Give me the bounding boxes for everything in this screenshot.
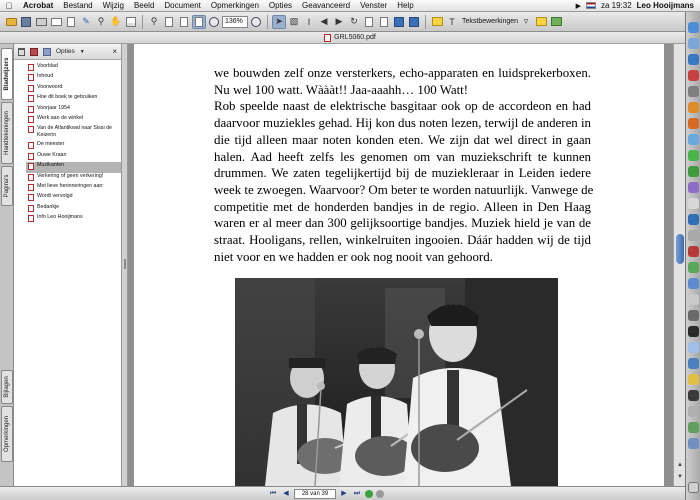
- dock-trash-icon[interactable]: [688, 482, 699, 493]
- bookmark-icon: [28, 116, 34, 123]
- scroll-up-arrow-icon[interactable]: ▲: [677, 462, 683, 468]
- go-forward-icon[interactable]: [376, 490, 384, 498]
- menu-wijzig[interactable]: Wijzig: [102, 1, 124, 10]
- page-icon: [67, 17, 75, 27]
- menu-venster[interactable]: Venster: [360, 1, 388, 10]
- dock-app-icon[interactable]: [688, 182, 699, 193]
- toolbar-divider: [142, 15, 143, 29]
- bookmark-label: Hoe dit boek te gebruiken: [37, 94, 98, 101]
- bookmarks-list: [14, 60, 121, 224]
- dock-app-icon[interactable]: [688, 406, 699, 417]
- panel-status-bar: [0, 486, 128, 500]
- bookmark-icon: [28, 194, 34, 201]
- snapshot-icon: [126, 17, 136, 27]
- continuous-facing-button[interactable]: [407, 15, 421, 29]
- bookmark-icon: [28, 64, 34, 71]
- previous-page-icon[interactable]: ◀: [283, 489, 289, 497]
- bookmarks-options-button[interactable]: Opties: [56, 48, 75, 55]
- open-button[interactable]: [4, 15, 18, 29]
- bookmark-icon: [28, 142, 34, 149]
- fit-width-button[interactable]: [192, 15, 206, 29]
- sign-button[interactable]: ✎: [82, 16, 90, 26]
- organizer-button[interactable]: [64, 15, 78, 29]
- actual-size-button[interactable]: [162, 15, 176, 29]
- search-button[interactable]: ⚲: [97, 16, 105, 26]
- tab-handtekeningen-label: Handtekeningen: [4, 111, 10, 155]
- bookmark-item[interactable]: [26, 115, 121, 125]
- dock-app-icon[interactable]: [688, 342, 699, 353]
- dock-app-icon[interactable]: [688, 134, 699, 145]
- expand-bookmark-icon[interactable]: [43, 48, 51, 56]
- text-edits-button[interactable]: T: [449, 16, 455, 27]
- dock-app-icon[interactable]: [688, 230, 699, 241]
- vertical-scrollbar[interactable]: [673, 44, 685, 486]
- close-icon[interactable]: ×: [112, 47, 117, 56]
- dock-app-icon[interactable]: [688, 310, 699, 321]
- continuous-button[interactable]: [377, 15, 391, 29]
- dock-mail-icon[interactable]: [688, 38, 699, 49]
- scrollbar-thumb[interactable]: [676, 234, 684, 264]
- dock-ical-icon[interactable]: [688, 70, 699, 81]
- bookmark-item-selected[interactable]: [26, 162, 121, 172]
- dock-app-icon[interactable]: [688, 198, 699, 209]
- bookmark-item[interactable]: [26, 214, 121, 224]
- fit-width-icon: [195, 17, 203, 27]
- bookmark-label: Van de Atlantikwal naar Sissi de Keizerin: [37, 125, 112, 139]
- fit-page-button[interactable]: [177, 15, 191, 29]
- email-button[interactable]: [49, 15, 63, 29]
- tab-bijlagen[interactable]: [1, 370, 13, 404]
- text-line: daarvoor muziekles gehad. Hij kon dus noten lezen, terwijl de anderen in: [214, 116, 591, 131]
- bookmark-label: Muzikanten: [37, 162, 65, 169]
- column-select-button[interactable]: ▧: [289, 16, 299, 26]
- bookmark-item[interactable]: [26, 183, 121, 193]
- bookmark-label: Met lieve herinneringen aan:: [37, 182, 104, 189]
- hand-tool-button[interactable]: ✋: [110, 16, 122, 26]
- facing-icon: [394, 17, 404, 27]
- note-tool-button[interactable]: [430, 15, 444, 29]
- menu-beeld[interactable]: Beeld: [133, 1, 155, 10]
- dock-safari-icon[interactable]: [688, 54, 699, 65]
- dock-finder-icon[interactable]: [688, 22, 699, 33]
- volume-icon[interactable]: ▶: [575, 2, 581, 10]
- bookmark-icon: [28, 184, 34, 191]
- zoom-in-button[interactable]: [249, 15, 263, 29]
- previous-view-button[interactable]: ◀: [320, 16, 328, 26]
- pdf-file-icon: [324, 34, 331, 42]
- text-line: drummen. We zaten tegelijkertijd bij de muziekleraar in Leiden iedere: [214, 166, 591, 181]
- first-page-icon[interactable]: ⏮: [269, 489, 277, 497]
- document-title-bar: [0, 32, 700, 44]
- zoom-out-icon: [209, 17, 219, 27]
- tab-handtekeningen[interactable]: [1, 102, 13, 164]
- dock-app-icon[interactable]: [688, 214, 699, 225]
- page-navigation-bar: [128, 486, 685, 500]
- text-line: halen. Aad heeft zelfs les genomen om van muziekschrift te kunnen: [214, 149, 591, 164]
- toolbar-divider: [425, 15, 426, 29]
- dock-app-icon[interactable]: [688, 86, 699, 97]
- menu-app-name[interactable]: Acrobat: [23, 1, 54, 10]
- single-page-icon: [365, 17, 373, 27]
- bookmark-label: Werk aan de winkel: [37, 114, 84, 121]
- bookmark-label: Wordt vervolgd: [37, 193, 73, 200]
- last-page-icon[interactable]: ⏭: [353, 489, 361, 497]
- tab-paginas[interactable]: [1, 166, 13, 206]
- bookmark-item[interactable]: [26, 193, 121, 203]
- text-line: week te zwoegen. Waarvoor? Om beter te worden natuurlijk. Vanwege de: [214, 182, 594, 197]
- bookmark-item[interactable]: [26, 141, 121, 151]
- save-button[interactable]: [19, 15, 33, 29]
- dock-app-icon[interactable]: [688, 438, 699, 449]
- disk-icon: [21, 17, 31, 27]
- bookmark-icon: [28, 215, 34, 222]
- dock-app-icon[interactable]: [688, 326, 699, 337]
- dock-app-icon[interactable]: [688, 150, 699, 161]
- scroll-down-arrow-icon[interactable]: ▼: [677, 474, 683, 480]
- pdf-page[interactable]: [134, 44, 664, 486]
- dock-app-icon[interactable]: [688, 262, 699, 273]
- dock-app-icon[interactable]: [688, 294, 699, 305]
- document-filename: GRL5060.pdf: [334, 34, 376, 41]
- bookmark-icon: [28, 106, 34, 113]
- bookmark-item[interactable]: [26, 94, 121, 104]
- bookmark-icon: [28, 163, 34, 170]
- toolbar-divider: [267, 15, 268, 29]
- dock-app-icon[interactable]: [688, 246, 699, 257]
- bookmarks-toolbar: [14, 44, 121, 60]
- tab-bladwijzers[interactable]: [1, 48, 13, 100]
- text-edits-label[interactable]: Tekstbewerkingen: [462, 18, 519, 25]
- clock[interactable]: za 19:32: [600, 1, 632, 10]
- apple-menu-icon[interactable]: [0, 1, 18, 11]
- tab-bladwijzers-label: Bladwijzers: [4, 57, 10, 91]
- bookmark-icon: [28, 85, 34, 92]
- text-line: Rob speelde naast de elektrische basgitaar ook op de accordeon en had: [214, 99, 591, 114]
- bookmark-icon: [28, 126, 34, 133]
- bookmark-item[interactable]: [26, 125, 121, 141]
- text-line: straat. Hooligans, rellen, winkelruiten ingooien. Dáár hadden wij de tijd: [214, 233, 591, 248]
- navigation-tabs: [0, 44, 14, 486]
- bookmark-item[interactable]: [26, 204, 121, 214]
- tab-bijlagen-label: Bijlagen: [4, 376, 10, 398]
- actual-size-icon: [165, 17, 173, 27]
- continuous-facing-icon: [409, 17, 419, 27]
- tab-paginas-label: Pagina's: [4, 174, 10, 198]
- continuous-icon: [380, 17, 388, 27]
- facing-button[interactable]: [392, 15, 406, 29]
- text-line: waren er al meer dan 300 gelijksoortige bandjes. Muziek hield je van de: [214, 216, 591, 231]
- zoom-out-button[interactable]: [207, 15, 221, 29]
- text-line: Nu wel 100 watt. Wàààt!! Jaa-aaahh… 100 Watt!: [214, 82, 469, 97]
- menu-bar: [0, 0, 700, 12]
- zoom-in-icon: [251, 17, 261, 27]
- menu-geavanceerd[interactable]: Geavanceerd: [302, 1, 351, 10]
- band-photo-illustration: [235, 278, 558, 486]
- tab-opmerkingen[interactable]: [1, 406, 13, 462]
- band-photo: [235, 278, 558, 486]
- dock-app-icon[interactable]: [688, 166, 699, 177]
- rotate-button[interactable]: ↻: [350, 16, 358, 26]
- dock-app-icon[interactable]: [688, 358, 699, 369]
- chevron-down-icon[interactable]: ▼: [79, 48, 85, 55]
- tab-opmerkingen-label: Opmerkingen: [4, 415, 10, 453]
- page-number-field[interactable]: 28 van 39: [294, 489, 336, 499]
- text-line: die tijd alleen maar noten konden eten. We zijn dat wel direct in gaan: [214, 132, 591, 147]
- folder-icon: [6, 18, 17, 26]
- text-line: competitie met de honderden bandjes in de regio. Alleen in Den Haag: [214, 199, 591, 214]
- bookmark-icon: [28, 74, 34, 81]
- dock-app-icon[interactable]: [688, 102, 699, 113]
- highlight-button[interactable]: [534, 15, 548, 29]
- dock: [685, 12, 700, 500]
- dock-app-icon[interactable]: [688, 278, 699, 289]
- mail-icon: [51, 18, 62, 26]
- printer-icon: [36, 18, 47, 26]
- menu-help[interactable]: Help: [397, 1, 414, 10]
- snapshot-button[interactable]: [124, 15, 138, 29]
- bookmark-icon: [28, 153, 34, 160]
- bookmark-item[interactable]: [26, 63, 121, 73]
- fit-page-icon: [180, 17, 188, 27]
- menu-document[interactable]: Document: [164, 1, 201, 10]
- new-bookmark-icon[interactable]: [30, 48, 38, 56]
- bookmark-label: Ouwe Kraan: [37, 151, 67, 158]
- text-line: we bouwden zelf onze versterkers, echo-apparaten en luidsprekerboxen.: [214, 66, 591, 80]
- bookmark-item[interactable]: [26, 152, 121, 162]
- menu-bestand[interactable]: Bestand: [63, 1, 93, 10]
- page-body-text: [214, 65, 594, 265]
- menubar-extras: [576, 1, 700, 10]
- bookmark-item[interactable]: [26, 173, 121, 183]
- next-view-button[interactable]: ▶: [335, 16, 343, 26]
- bookmark-item[interactable]: [26, 105, 121, 115]
- highlight-icon: [536, 17, 547, 26]
- bookmark-label: De meester: [37, 141, 65, 148]
- dock-app-icon[interactable]: [688, 390, 699, 401]
- menu-opties[interactable]: Opties: [268, 1, 293, 10]
- attach-button[interactable]: [549, 15, 563, 29]
- dock-firefox-icon[interactable]: [688, 118, 699, 129]
- dock-app-icon[interactable]: [688, 374, 699, 385]
- bookmark-item[interactable]: [26, 84, 121, 94]
- bookmark-label: Voorwoord: [37, 83, 63, 90]
- bookmark-item[interactable]: [26, 73, 121, 83]
- splitter-grip[interactable]: [124, 259, 126, 269]
- zoom-tool-button[interactable]: ⚲: [150, 16, 158, 26]
- bookmark-label: Inhoud: [37, 73, 54, 80]
- main-toolbar: [0, 12, 700, 32]
- go-back-icon[interactable]: [365, 490, 373, 498]
- text-select-button[interactable]: I: [307, 16, 311, 27]
- bookmark-label: Voorblad: [37, 63, 58, 69]
- text-line: niet voor en we hadden er ook nog nooit van gehoord.: [214, 249, 493, 264]
- stamp-button[interactable]: ▿: [523, 16, 529, 26]
- bookmark-icon: [28, 95, 34, 102]
- bookmark-icon: [28, 205, 34, 212]
- next-page-icon[interactable]: ▶: [341, 489, 347, 497]
- bookmark-label: Voorjaar 1954: [37, 104, 70, 111]
- trash-icon[interactable]: [18, 48, 25, 56]
- bookmark-icon: [28, 174, 34, 181]
- bookmark-label: Verkering of geen verkering!: [37, 172, 104, 179]
- note-icon: [432, 17, 443, 26]
- bookmarks-panel: [14, 44, 122, 486]
- single-page-button[interactable]: [362, 15, 376, 29]
- attach-icon: [551, 17, 562, 26]
- document-view[interactable]: [128, 44, 673, 486]
- print-button[interactable]: [34, 15, 48, 29]
- menu-opmerkingen[interactable]: Opmerkingen: [210, 1, 259, 10]
- language-flag-icon[interactable]: [586, 2, 596, 9]
- bookmark-label: Info Leo Hooijmans: [37, 214, 83, 221]
- bookmark-label: Bedankje: [37, 203, 60, 210]
- user-name[interactable]: Leo Hooijmans: [636, 1, 694, 10]
- dock-app-icon[interactable]: [688, 422, 699, 433]
- select-tool-button[interactable]: ➤: [272, 15, 286, 29]
- zoom-level-field[interactable]: 136%: [222, 16, 248, 28]
